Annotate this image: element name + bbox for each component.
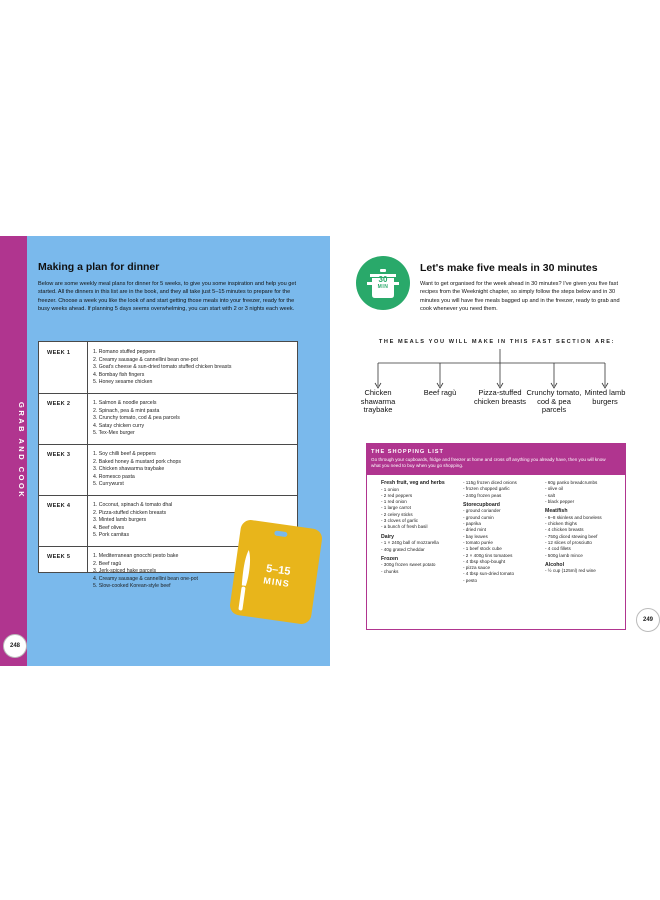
shopping-item: - ground coriander — [463, 508, 501, 514]
page-number-left: 248 — [3, 634, 27, 658]
meal-item: 2. Spinach, pea & mint pasta — [93, 407, 160, 414]
meals-heading: THE MEALS YOU WILL MAKE IN THIS FAST SECTION ARE: — [378, 339, 616, 345]
shopping-item: - dried mint — [463, 527, 486, 533]
meal-item: 3. Jerk-spiced hake parcels — [93, 568, 157, 575]
meal-item: 1. Romano stuffed peppers — [93, 349, 156, 355]
week-row — [39, 393, 297, 445]
shopping-category: Meat/fish — [545, 508, 568, 515]
meal-item: 3. Chicken shawarma traybake — [93, 466, 165, 473]
meal-item: 2. Beef ragù — [93, 560, 122, 567]
meal-item: 2. Pizza-stuffed chicken breasts — [93, 509, 167, 516]
meal-item: 2. Creamy sausage & cannellini bean one-pot — [93, 356, 198, 363]
fast-section-title: Let's make five meals in 30 minutes — [420, 262, 598, 274]
fast-section-intro: Want to get organised for the week ahead in 30 minutes? I've given you five fast recipes from the Weeknight chapter, so simply follow the steps below and in 30 minutes you will have five meals bagged up and in the freezer, ready to grab and cook whenever you need them. — [420, 281, 620, 312]
plan-title: Making a plan for dinner — [38, 261, 160, 273]
shopping-item: - frozen chopped garlic — [463, 486, 510, 492]
shopping-item: - 300g frozen sweet potato — [381, 562, 436, 568]
week-label: WEEK 2 — [47, 401, 71, 407]
shopping-item: - 4 chicken breasts — [545, 527, 584, 533]
shopping-item: - 115g frozen diced onions — [463, 480, 517, 485]
table-divider — [87, 495, 88, 546]
timer-number: 30 — [378, 275, 388, 284]
meal-node: Pizza-stuffed chicken breasts — [473, 388, 527, 406]
table-divider — [87, 393, 88, 444]
week-meal-list — [93, 553, 198, 591]
chopping-board-icon — [229, 519, 324, 625]
meal-item: 1. Salmon & noodle parcels — [93, 400, 157, 406]
shopping-item: - 2 red peppers — [381, 492, 413, 498]
prep-time-value: 5–15 — [265, 562, 292, 578]
meal-item: 1. Mediterranean gnocchi pesto bake — [93, 553, 179, 559]
timer-badge — [356, 256, 410, 310]
week-label: WEEK 1 — [47, 350, 71, 356]
meal-item: 1. Soy chilli beef & peppers — [93, 451, 156, 457]
table-divider — [87, 444, 88, 495]
shopping-item: - 240g frozen peas — [463, 492, 502, 498]
meals-tree-diagram — [360, 349, 640, 389]
shopping-item: - a bunch of fresh basil — [381, 524, 428, 530]
shopping-category: Dairy — [381, 533, 394, 540]
shopping-list-title: THE SHOPPING LIST — [371, 449, 444, 455]
shopping-category: Fresh fruit, veg and herbs — [381, 480, 445, 486]
week-row — [39, 342, 297, 394]
shopping-item: - ground cumin — [463, 514, 494, 520]
shopping-item: - pesto — [463, 577, 478, 583]
shopping-column — [381, 480, 461, 575]
shopping-item: - olive oil — [545, 486, 564, 492]
meal-item: 4. Romesco pasta — [93, 473, 135, 480]
shopping-item: - 500g lamb mince — [545, 552, 583, 558]
shopping-category: Frozen — [381, 555, 399, 562]
shopping-item: - 1 × 240g ball of mozzarella — [381, 540, 439, 546]
week-label: WEEK 5 — [47, 554, 71, 560]
shopping-item: - salt — [545, 492, 555, 498]
meal-node: Beef ragù — [423, 388, 457, 397]
shopping-item: - 60g panko breadcrumbs — [545, 480, 598, 485]
shopping-item: - 750g diced stewing beef — [545, 533, 598, 539]
meal-item: 3. Crunchy tomato, cod & pea parcels — [93, 415, 180, 422]
shopping-column — [463, 480, 543, 584]
meal-item: 5. Currywurst — [93, 481, 124, 488]
shopping-item: - black pepper — [545, 498, 575, 504]
prep-time-unit: MINS — [262, 575, 291, 589]
shopping-item: - chicken thighs — [545, 521, 577, 527]
meal-node: Minted lamb burgers — [584, 388, 626, 406]
cookbook-spread — [0, 236, 660, 666]
meal-item: 5. Honey sesame chicken — [93, 379, 153, 386]
week-meal-list — [93, 502, 172, 540]
meal-item: 3. Goat's cheese & sun-dried tomato stuffed chicken breasts — [93, 364, 232, 371]
chapter-side-strip — [0, 236, 27, 666]
week-label: WEEK 4 — [47, 503, 71, 509]
shopping-list-desc: Go through your cupboards, fridge and freezer at home and cross off anything you already have, then you will know what you need to buy when you go shopping. — [371, 457, 606, 468]
meal-item: 3. Minted lamb burgers — [93, 517, 147, 524]
shopping-column — [545, 480, 625, 575]
shopping-item: - 1 large carrot — [381, 505, 411, 511]
shopping-item: - tomato purée — [463, 539, 493, 545]
meal-node: Chicken shawarma traybake — [360, 388, 396, 414]
week-meal-list — [93, 349, 231, 387]
shopping-list-header — [367, 444, 625, 475]
meal-item: 4. Beef olives — [93, 524, 125, 531]
prep-time-label — [251, 561, 304, 592]
shopping-item: - bay leaves — [463, 533, 488, 539]
meal-item: 4. Bombay fish fingers — [93, 371, 145, 378]
meal-node: Crunchy tomato, cod & pea parcels — [526, 388, 582, 414]
timer-unit: MIN — [377, 284, 389, 290]
shopping-item: - 12 slices of prosciutto — [545, 539, 592, 545]
meal-item: 5. Slow-cooked Korean-style beef — [93, 583, 171, 590]
chapter-label: GRAB AND COOK — [17, 402, 26, 500]
timer-text — [366, 275, 400, 291]
plan-intro: Below are some weekly meal plans for dinner for 5 weeks, to give you some inspiration and help you get started. All the dinners in this list are in the book, and they all take just 5–15 minutes to prepare for the freezer. Choose a week you like the look of and start getting those meals into your freezer, ready for the busy weeks ahead. If planning 5 days seems overwhelming, you can start with 2 or 3 nights each week. — [38, 281, 297, 312]
week-label: WEEK 3 — [47, 452, 71, 458]
week-row — [39, 444, 297, 496]
week-meal-list — [93, 400, 180, 438]
meal-item: 1. Coconut, spinach & tomato dhal — [93, 502, 173, 508]
shopping-item: - 1 onion — [381, 486, 399, 492]
meal-item: 2. Baked honey & mustard pork chops — [93, 458, 181, 465]
meal-item: 4. Creamy sausage & cannellini bean one-pot — [93, 575, 198, 582]
shopping-item: - 1 beef stock cube — [463, 546, 502, 552]
shopping-item: - 4 tbsp sun-dried tomato — [463, 571, 515, 577]
shopping-category: Storecupboard — [463, 501, 500, 508]
shopping-list-box — [366, 443, 626, 630]
shopping-category: Alcohol — [545, 561, 565, 568]
shopping-item: - 2 celery sticks — [381, 511, 413, 517]
meal-item: 5. Tex-Mex burger — [93, 430, 135, 437]
shopping-item: - ½ cup (125ml) red wine — [545, 568, 596, 574]
week-meal-list — [93, 451, 181, 489]
shopping-item: - 40g grated Cheddar — [381, 546, 425, 552]
shopping-item: - paprika — [463, 521, 481, 527]
table-divider — [87, 342, 88, 393]
board-hole — [274, 530, 288, 537]
shopping-item: - 4 tbsp shop-bought — [463, 558, 506, 564]
shopping-item: - 2 × 400g tins tomatoes — [463, 552, 513, 558]
shopping-item: - pizza sauce — [463, 565, 491, 571]
meal-item: 4. Satay chicken curry — [93, 422, 145, 429]
shopping-item: - 1 red onion — [381, 499, 407, 505]
table-divider — [87, 546, 88, 572]
shopping-item: - 4 cod fillets — [545, 546, 571, 552]
meal-item: 5. Pork carnitas — [93, 532, 130, 539]
shopping-item: - chunks — [381, 568, 399, 574]
shopping-item: - 6–8 skinless and boneless — [545, 514, 602, 520]
page-number-right: 249 — [636, 608, 660, 632]
shopping-item: - 3 cloves of garlic — [381, 518, 419, 524]
